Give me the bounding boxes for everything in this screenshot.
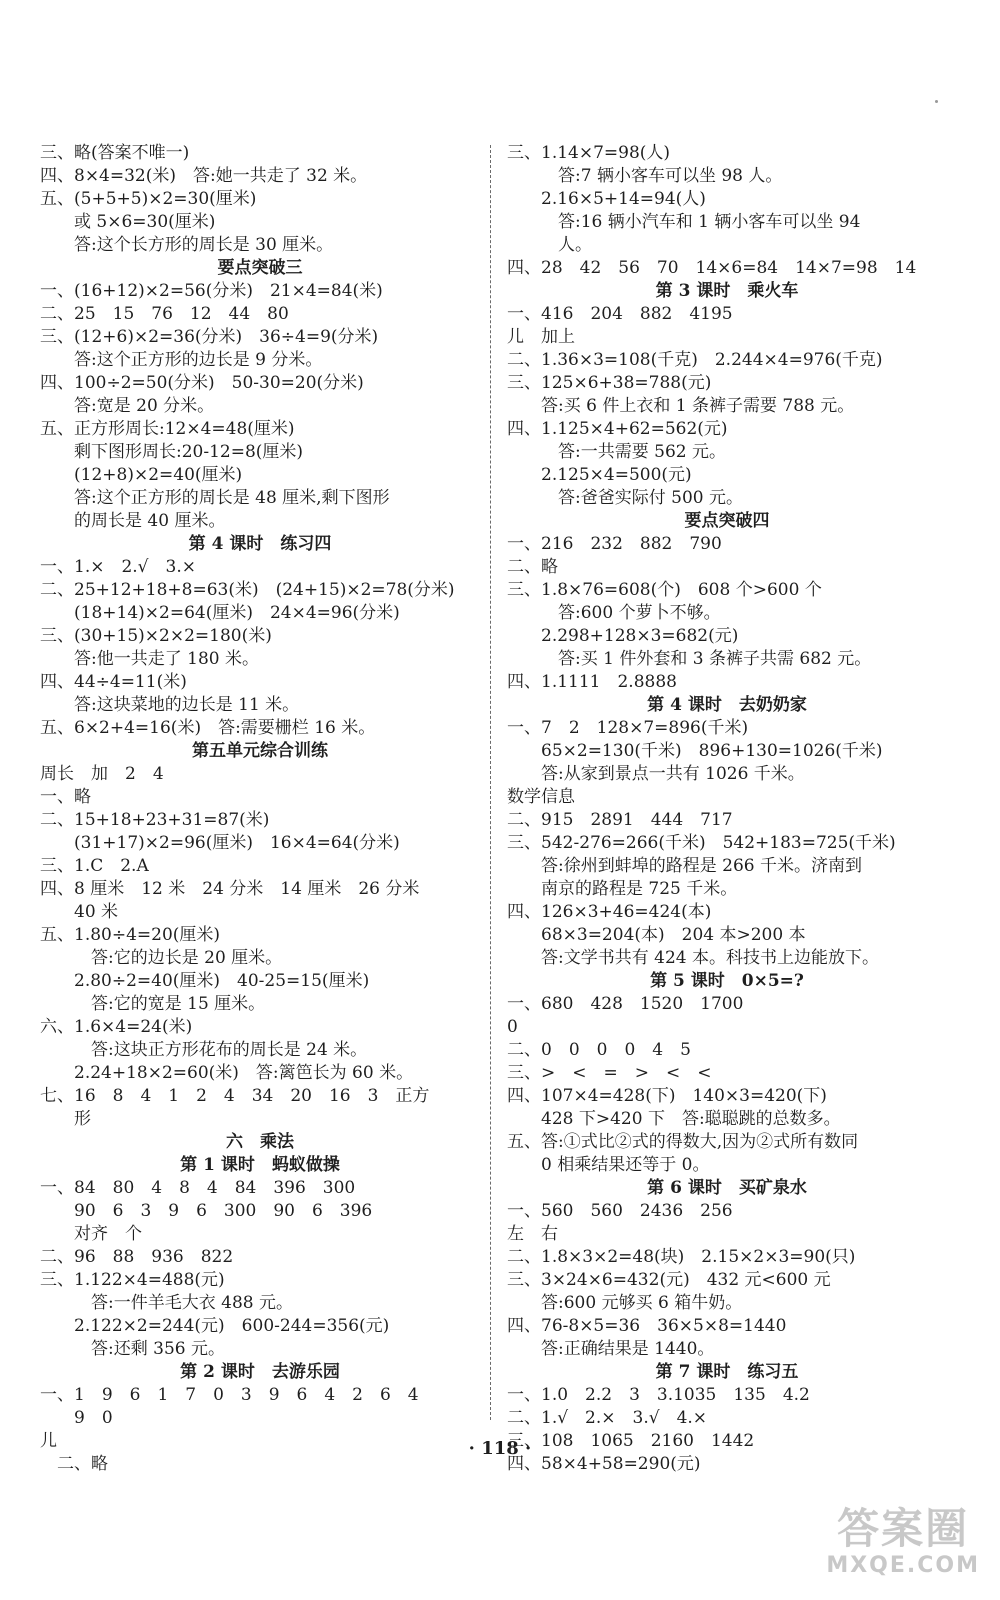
section-heading: 第 3 课时 乘火车	[655, 281, 799, 301]
column-divider	[490, 145, 491, 1420]
answer-line: 三、542-276=266(千米) 542+183=725(千米)	[507, 833, 896, 853]
answer-line: 一、416 204 882 4195	[507, 304, 733, 324]
answer-line: 一、560 560 2436 256	[507, 1201, 733, 1221]
section-heading: 第 5 课时 0×5=?	[650, 971, 804, 991]
answer-line: 答:买 6 件上衣和 1 条裤子需要 788 元。	[507, 396, 855, 416]
left-answer-column	[40, 142, 480, 1476]
answer-line: 五、6×2+4=16(米) 答:需要栅栏 16 米。	[40, 718, 376, 738]
answer-line: 答:一共需要 562 元。	[507, 442, 726, 462]
answer-line: 二、略	[40, 1454, 108, 1474]
answer-line: 答:它的宽是 15 厘米。	[40, 994, 266, 1014]
answer-line: 四、126×3+46=424(本)	[507, 902, 712, 922]
answer-line: 一、1.0 2.2 3 3.1035 135 4.2	[507, 1385, 810, 1405]
answer-line: 儿 加上	[507, 327, 575, 347]
answer-line: 四、100÷2=50(分米) 50-30=20(分米)	[40, 373, 364, 393]
answer-line: 三、> < = > < <	[507, 1063, 712, 1083]
answer-line: 答:正确结果是 1440。	[507, 1339, 715, 1359]
answer-line: (31+17)×2=96(厘米) 16×4=64(分米)	[40, 833, 400, 853]
answer-line: 答:一件羊毛大衣 488 元。	[40, 1293, 293, 1313]
answer-line: 人。	[507, 235, 592, 255]
answer-line: 9 0	[40, 1408, 113, 1428]
section-heading: 第 7 课时 练习五	[655, 1362, 799, 1382]
answer-line: 四、58×4+58=290(元)	[507, 1454, 701, 1474]
answer-line: 答:买 1 件外套和 3 条裤子共需 682 元。	[507, 649, 872, 669]
answer-line: 一、84 80 4 8 4 84 396 300	[40, 1178, 356, 1198]
answer-line: 四、1.1111 2.8888	[507, 672, 677, 692]
answer-line: 剩下图形周长:20-12=8(厘米)	[40, 442, 304, 462]
watermark-url: MXQE.COM	[826, 1553, 980, 1578]
answer-line: 答:还剩 356 元。	[40, 1339, 225, 1359]
answer-line: 答:爸爸实际付 500 元。	[507, 488, 743, 508]
answer-line: 六、1.6×4=24(米)	[40, 1017, 193, 1037]
answer-line: 三、1.14×7=98(人)	[507, 143, 671, 163]
answer-line: 二、1.√ 2.× 3.√ 4.×	[507, 1408, 708, 1428]
answer-line: 二、0 0 0 0 4 5	[507, 1040, 691, 1060]
answer-line: 四、107×4=428(下) 140×3=420(下)	[507, 1086, 827, 1106]
answer-line: 二、略	[507, 557, 558, 577]
answer-line: 二、15+18+23+31=87(米)	[40, 810, 270, 830]
answer-line: 一、216 232 882 790	[507, 534, 722, 554]
answer-line: 68×3=204(本) 204 本>200 本	[507, 925, 806, 945]
section-heading: 第 4 课时 去奶奶家	[647, 695, 807, 715]
answer-line: 90 6 3 9 6 300 90 6 396	[40, 1201, 373, 1221]
section-heading: 第五单元综合训练	[192, 741, 328, 761]
answer-line: 答:600 个萝卜不够。	[507, 603, 721, 623]
answer-line: 数学信息	[507, 787, 575, 807]
answer-line: 四、76-8×5=36 36×5×8=1440	[507, 1316, 787, 1336]
answer-line: 答:宽是 20 分米。	[40, 396, 215, 416]
answer-line: 答:文学书共有 424 本。科技书上边能放下。	[507, 948, 879, 968]
answer-line: 0	[507, 1017, 518, 1037]
answer-line: 答:7 辆小客车可以坐 98 人。	[507, 166, 783, 186]
section-heading: 要点突破三	[217, 258, 303, 278]
answer-line: 三、1.C 2.A	[40, 856, 149, 876]
answer-line: 儿	[40, 1431, 57, 1451]
answer-line: 二、96 88 936 822	[40, 1247, 234, 1267]
section-heading: 要点突破四	[684, 511, 770, 531]
answer-line: 三、1.8×76=608(个) 608 个>600 个	[507, 580, 822, 600]
section-heading: 六 乘法	[226, 1132, 294, 1152]
answer-line: 三、(12+6)×2=36(分米) 36÷4=9(分米)	[40, 327, 379, 347]
answer-line: 二、25+12+18+8=63(米) (24+15)×2=78(分米)	[40, 580, 455, 600]
watermark-logo-text: 答案圈	[837, 1504, 970, 1553]
answer-line: 一、1 9 6 1 7 0 3 9 6 4 2 6 4	[40, 1385, 419, 1405]
answer-line: 答:这个长方形的周长是 30 厘米。	[40, 235, 334, 255]
answer-line: 答:16 辆小汽车和 1 辆小客车可以坐 94	[507, 212, 861, 232]
section-heading: 第 6 课时 买矿泉水	[647, 1178, 807, 1198]
answer-line: 答:这个正方形的周长是 48 厘米,剩下图形	[40, 488, 390, 508]
answer-line: 2.16×5+14=94(人)	[507, 189, 706, 209]
answer-line: 或 5×6=30(厘米)	[40, 212, 216, 232]
answer-line: 一、680 428 1520 1700	[507, 994, 744, 1014]
answer-line: 答:它的边长是 20 厘米。	[40, 948, 283, 968]
answer-line: 答:他一共走了 180 米。	[40, 649, 259, 669]
answer-line: 左 右	[507, 1224, 558, 1244]
answer-line: 四、1.125×4+62=562(元)	[507, 419, 728, 439]
answer-line: 三、108 1065 2160 1442	[507, 1431, 755, 1451]
answer-line: 答:从家到景点一共有 1026 千米。	[507, 764, 805, 784]
answer-line: 答:这块菜地的边长是 11 米。	[40, 695, 300, 715]
answer-line: (12+8)×2=40(厘米)	[40, 465, 243, 485]
answer-line: 三、125×6+38=788(元)	[507, 373, 712, 393]
scan-speck	[935, 100, 938, 103]
answer-line: 南京的路程是 725 千米。	[507, 879, 738, 899]
answer-line: 的周长是 40 厘米。	[40, 511, 226, 531]
answer-line: 2.298+128×3=682(元)	[507, 626, 739, 646]
answer-line: 二、915 2891 444 717	[507, 810, 733, 830]
answer-line: 五、(5+5+5)×2=30(厘米)	[40, 189, 257, 209]
answer-line: 428 下>420 下 答:聪聪跳的总数多。	[507, 1109, 841, 1129]
answer-line: 四、8×4=32(米) 答:她一共走了 32 米。	[40, 166, 368, 186]
answer-line: 三、(30+15)×2×2=180(米)	[40, 626, 272, 646]
answer-line: 答:这块正方形花布的周长是 24 米。	[40, 1040, 368, 1060]
answer-line: 一、略	[40, 787, 91, 807]
answer-line: 四、44÷4=11(米)	[40, 672, 187, 692]
answer-line: 0 相乘结果还等于 0。	[507, 1155, 710, 1175]
page-number: · 118 ·	[468, 1438, 532, 1459]
answer-line: 四、8 厘米 12 米 24 分米 14 厘米 26 分米	[40, 879, 420, 899]
answer-line: 65×2=130(千米) 896+130=1026(千米)	[507, 741, 883, 761]
answer-line: 周长 加 2 4	[40, 764, 164, 784]
answer-line: 一、1.× 2.√ 3.×	[40, 557, 196, 577]
answer-line: 2.122×2=244(元) 600-244=356(元)	[40, 1316, 390, 1336]
section-heading: 第 1 课时 蚂蚁做操	[180, 1155, 340, 1175]
answer-line: 四、28 42 56 70 14×6=84 14×7=98 14	[507, 258, 917, 278]
answer-line: 一、7 2 128×7=896(千米)	[507, 718, 749, 738]
answer-line: 2.80÷2=40(厘米) 40-25=15(厘米)	[40, 971, 370, 991]
answer-line: 二、1.8×3×2=48(块) 2.15×2×3=90(只)	[507, 1247, 856, 1267]
answer-line: 对齐 个	[40, 1224, 142, 1244]
answer-line: 三、略(答案不唯一)	[40, 143, 190, 163]
answer-line: 形	[40, 1109, 91, 1129]
answer-line: 答:这个正方形的边长是 9 分米。	[40, 350, 323, 370]
section-heading: 第 2 课时 去游乐园	[180, 1362, 340, 1382]
answer-line: 一、(16+12)×2=56(分米) 21×4=84(米)	[40, 281, 383, 301]
answer-line: 答:600 元够买 6 箱牛奶。	[507, 1293, 743, 1313]
answer-line: 五、答:①式比②式的得数大,因为②式所有数同	[507, 1132, 859, 1152]
answer-line: 2.24+18×2=60(米) 答:篱笆长为 60 米。	[40, 1063, 414, 1083]
answer-line: 三、1.122×4=488(元)	[40, 1270, 225, 1290]
answer-line: 三、3×24×6=432(元) 432 元<600 元	[507, 1270, 831, 1290]
watermark	[826, 1505, 980, 1578]
answer-line: 五、1.80÷4=20(厘米)	[40, 925, 221, 945]
answer-line: 七、16 8 4 1 2 4 34 20 16 3 正方	[40, 1086, 430, 1106]
answer-line: 二、25 15 76 12 44 80	[40, 304, 289, 324]
answer-line: 五、正方形周长:12×4=48(厘米)	[40, 419, 295, 439]
right-answer-column	[507, 142, 947, 1476]
answer-line: 40 米	[40, 902, 119, 922]
answer-line: 二、1.36×3=108(千克) 2.244×4=976(千克)	[507, 350, 883, 370]
answer-line: 2.125×4=500(元)	[507, 465, 692, 485]
answer-line: (18+14)×2=64(厘米) 24×4=96(分米)	[40, 603, 400, 623]
answer-line: 答:徐州到蚌埠的路程是 266 千米。济南到	[507, 856, 862, 876]
section-heading: 第 4 课时 练习四	[188, 534, 332, 554]
